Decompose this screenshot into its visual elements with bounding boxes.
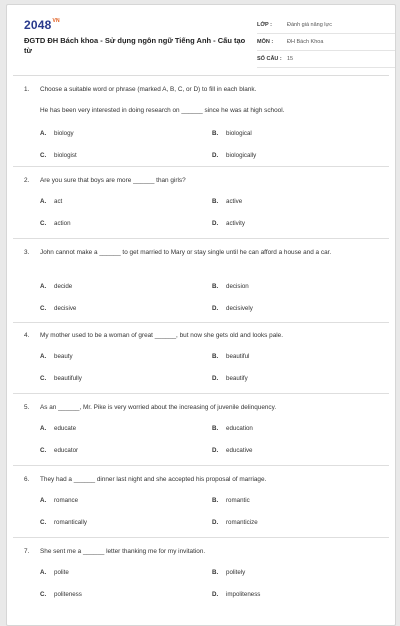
option-a[interactable]: A. decide [40, 283, 73, 290]
logo-text: 2048 [24, 18, 52, 32]
document-page [6, 4, 396, 626]
option-d[interactable]: D. biologically [212, 152, 257, 159]
divider [13, 465, 389, 466]
divider [13, 166, 389, 167]
option-a[interactable]: A. beauty [40, 353, 73, 360]
question-number: 7. [24, 548, 30, 555]
meta-row-subject [257, 34, 395, 51]
option-b[interactable]: B. active [212, 198, 243, 205]
site-logo[interactable] [24, 18, 60, 32]
option-b[interactable]: B. education [212, 425, 253, 432]
question-number: 6. [24, 476, 30, 483]
question-7 [7, 545, 395, 598]
option-b[interactable]: B. decision [212, 283, 249, 290]
option-c[interactable]: C. educator [40, 447, 79, 454]
question-text: 2. Are you sure that boys are more ______ than girls? [7, 174, 395, 187]
question-text: 7. She sent me a ______ letter thanking me for my invitation. [7, 545, 395, 558]
option-d[interactable]: D. decisively [212, 305, 253, 312]
option-d[interactable]: D. romanticize [212, 519, 258, 526]
option-d[interactable]: D. activity [212, 220, 245, 227]
divider [13, 537, 389, 538]
question-number: 3. [24, 249, 30, 256]
question-2 [7, 174, 395, 227]
question-number: 4. [24, 332, 30, 339]
option-c[interactable]: C. decisive [40, 305, 77, 312]
option-a[interactable]: A. polite [40, 569, 69, 576]
option-c[interactable]: C. politeness [40, 591, 82, 598]
question-1 [7, 83, 395, 159]
question-text: 4. My mother used to be a woman of great ______, but now she gets old and looks pale. [7, 329, 395, 342]
question-text: He has been very interested in doing research on ______ since he was at high school. [40, 107, 285, 114]
meta-label: SỐ CÂU : [257, 56, 282, 62]
option-b[interactable]: B. politely [212, 569, 246, 576]
question-number: 2. [24, 177, 30, 184]
question-4 [7, 329, 395, 382]
question-6 [7, 473, 395, 526]
option-d[interactable]: D. beautify [212, 375, 248, 382]
question-5 [7, 401, 395, 454]
option-a[interactable]: A. act [40, 198, 63, 205]
question-3 [7, 246, 395, 312]
meta-value: 15 [287, 56, 294, 62]
meta-label: LỚP : [257, 22, 272, 28]
meta-row-class [257, 17, 395, 34]
option-c[interactable]: C. romantically [40, 519, 88, 526]
option-b[interactable]: B. biological [212, 130, 252, 137]
meta-label: MÔN : [257, 39, 274, 45]
divider [13, 238, 389, 239]
option-d[interactable]: D. educative [212, 447, 253, 454]
question-text: 1. Choose a suitable word or phrase (marked A, B, C, or D) to fill in each blank. [7, 83, 395, 96]
option-c[interactable]: C. biologist [40, 152, 77, 159]
document-header [13, 5, 389, 76]
option-b[interactable]: B. romantic [212, 497, 250, 504]
option-d[interactable]: D. impoliteness [212, 591, 261, 598]
divider [13, 393, 389, 394]
question-text: 5. As an ______, Mr. Pike is very worried about the increasing of juvenile delinquency. [7, 401, 395, 414]
question-text: 3. John cannot make a ______ to get married to Mary or stay single until he can afford a house and a car. [7, 246, 395, 259]
meta-info [257, 17, 395, 68]
option-a[interactable]: A. romance [40, 497, 79, 504]
question-number: 5. [24, 404, 30, 411]
option-b[interactable]: B. beautiful [212, 353, 250, 360]
document-title: ĐGTD ĐH Bách khoa - Sử dụng ngôn ngữ Tiếng Anh - Cấu tạo từ [24, 36, 246, 55]
logo-suffix: VN [52, 18, 60, 24]
meta-value: Đánh giá năng lực [287, 22, 332, 28]
meta-value: ĐH Bách Khoa [287, 39, 324, 45]
option-c[interactable]: C. beautifully [40, 375, 82, 382]
divider [13, 322, 389, 323]
question-text: 6. They had a ______ dinner last night and she accepted his proposal of marriage. [7, 473, 395, 486]
option-a[interactable]: A. educate [40, 425, 77, 432]
question-number: 1. [24, 86, 30, 93]
meta-row-count [257, 51, 395, 68]
option-a[interactable]: A. biology [40, 130, 74, 137]
option-c[interactable]: C. action [40, 220, 71, 227]
